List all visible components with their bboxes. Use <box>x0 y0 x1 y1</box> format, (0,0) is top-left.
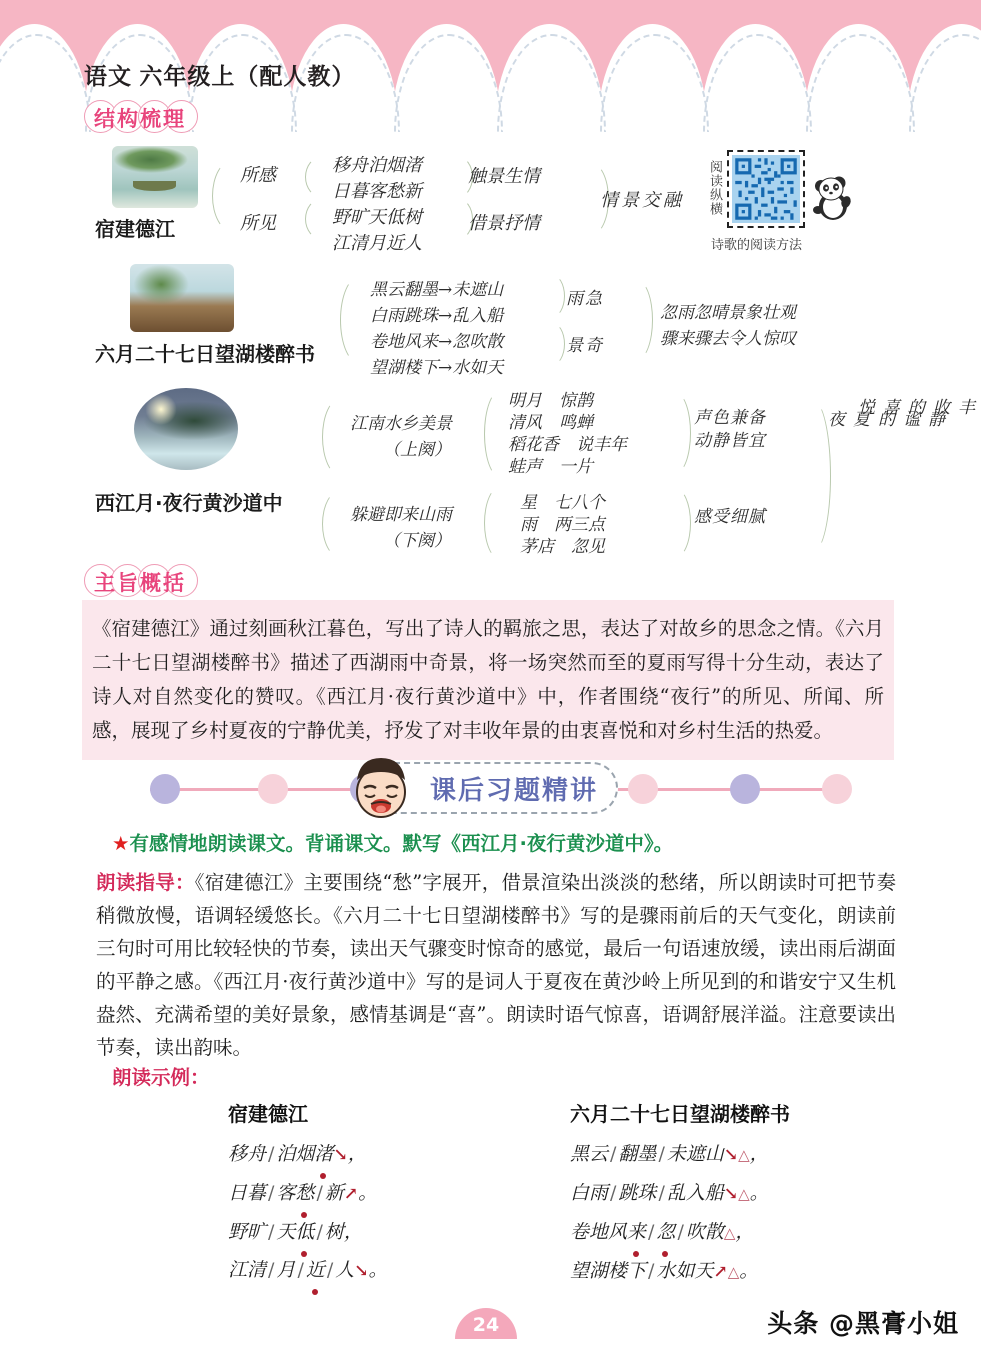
poem-3-g2-line-3: 茅店 忽见 <box>520 537 605 557</box>
poem-1-conclusion: 情景交融 <box>600 190 684 211</box>
banner-dot-1 <box>150 774 180 804</box>
punct: 。 <box>358 1182 378 1204</box>
poem-1-line-3: 野旷天低树 <box>332 207 422 228</box>
brace-2c <box>538 322 565 366</box>
brace-2d <box>622 280 653 360</box>
exercise-banner <box>150 760 850 818</box>
poem-2-line-3: 卷地风来→忽吹散 <box>370 332 504 352</box>
brace-3d <box>484 486 517 560</box>
poem-3-vconclusion-1: 丰收的喜悦 <box>854 398 974 417</box>
poem-3-result-2a: 感受细腻 <box>694 507 766 527</box>
poem-3-g1-line-1: 明月 惊鹊 <box>508 391 593 411</box>
banner-label: 课后习题精讲 <box>429 775 598 806</box>
seg: 人 <box>335 1259 355 1281</box>
poem-1-result-1: 触景生情 <box>468 166 540 187</box>
qr-block[interactable] <box>705 150 875 265</box>
punct: ， <box>749 1143 769 1165</box>
sample-2-line-3: 卷地风来 / 忽 / 吹散△， <box>570 1221 755 1243</box>
brace-2b <box>538 274 565 318</box>
brace-3e <box>660 392 691 474</box>
poem-2-result-2: 景奇 <box>566 336 604 356</box>
poem-3-g1-line-2: 清风 鸣蝉 <box>508 413 593 433</box>
qr-pattern-svg <box>732 155 800 223</box>
qr-code-border[interactable] <box>727 150 805 228</box>
poem-2-thumbnail <box>130 264 234 332</box>
seg: 黑云 <box>570 1143 609 1165</box>
seg: 水如天 <box>656 1260 714 1282</box>
gist-box <box>82 600 894 760</box>
poem-3-result-1a: 声色兼备 <box>694 408 766 428</box>
poem-3-name: 西江月·夜行黄沙道中 <box>95 491 283 515</box>
credit-watermark: 头条 @黑膏小姐 <box>767 1309 959 1338</box>
poem-3-group-1-label: 江南水乡美景 <box>350 414 452 434</box>
section-badge-gist-label: 主旨概括 <box>94 571 186 595</box>
banner-dot-2 <box>258 774 288 804</box>
punct: ， <box>735 1221 755 1243</box>
poem-2-line-2: 白雨跳珠→乱入船 <box>370 306 504 326</box>
seg: 天低 <box>276 1221 315 1243</box>
gist-paragraph: 《宿建德江》通过刻画秋江暮色，写出了诗人的羁旅之思，表达了对故乡的思念之情。《六月二十七日望湖楼醉书》描述了西湖雨中奇景，将一场突然而至的夏雨写得十分生动，表达了诗人对自然变化的赞叹。《西江月·夜行黄沙道中》中，作者围绕“夜行”的所见、所闻、所感，展现了乡村夏夜的宁静优美，抒发了对丰收年景的由衷喜悦和对乡村生活的热爱。 <box>92 617 884 742</box>
punct: 。 <box>739 1260 759 1282</box>
seg: 客愁 <box>276 1182 315 1204</box>
poem-3-thumbnail <box>134 388 238 470</box>
banner-dot-4 <box>628 774 658 804</box>
poem-1-name: 宿建德江 <box>95 217 175 241</box>
sample-1-title: 宿建德江 <box>228 1102 308 1126</box>
seg: 树 <box>324 1221 344 1243</box>
qr-side-label: 阅读纵横 <box>707 160 722 216</box>
poem-3-group-2-sub: （下阕） <box>383 531 451 551</box>
seg: 白雨 <box>570 1182 609 1204</box>
reading-sample-poem-1 <box>228 1098 388 1290</box>
tri: △ <box>738 1185 750 1203</box>
sample-1-line-3: 野旷 / 天低 / 树， <box>228 1221 363 1243</box>
reading-guide-paragraph <box>96 866 896 1064</box>
banner-dot-6 <box>822 774 852 804</box>
poem-3-result-1b: 动静皆宜 <box>694 431 766 451</box>
poem-2-conclusion-2: 骤来骤去令人惊叹 <box>660 329 796 349</box>
seg: 泊烟渚 <box>276 1143 334 1165</box>
panda-svg <box>809 172 855 222</box>
punct: 。 <box>368 1259 388 1281</box>
qr-caption: 诗歌的阅读方法 <box>711 238 803 253</box>
seg: 乱入船 <box>666 1182 724 1204</box>
section-badge-gist <box>84 562 212 608</box>
poem-2-conclusion-1: 忽雨忽晴景象壮观 <box>660 303 796 323</box>
poem-1-line-4: 江清月近人 <box>332 233 422 254</box>
sample-1-line-2: 日暮 / 客愁 / 新↗。 <box>228 1182 378 1204</box>
poem-3-group-1-sub: （上阕） <box>383 440 451 460</box>
tri: △ <box>738 1146 750 1164</box>
reading-guide-text: 《宿建德江》主要围绕“愁”字展开，借景渲染出淡淡的愁绪，所以朗读时可把节奏稍微放慢，语调轻缓悠长。《六月二十七日望湖楼醉书》写的是骤雨前后的天气变化，朗读前三句时可用比较轻快的节奏，读出天气骤变时惊奇的感觉，最后一句语速放缓，读出雨后湖面的平静之感。《西江月·夜行黄沙道中》写的是词人于夏夜在黄沙岭上所见到的和谐安宁又生机盎然、充满希望的美好景象，感情基调是“喜”。朗读时语气惊喜，语调舒展洋溢。注意要读出节奏，读出韵味。 <box>96 871 896 1059</box>
poem-3-g2-line-1: 星 七八个 <box>520 493 605 513</box>
seg: 野旷 <box>228 1221 267 1243</box>
section-badge-structure <box>84 98 212 144</box>
sample-2-line-4: 望湖楼下 / 水如天↗△。 <box>570 1260 759 1282</box>
poem-3-g2-line-2: 雨 两三点 <box>520 515 605 535</box>
poem-3-g1-line-3: 稻花香 说丰年 <box>508 435 627 455</box>
reading-sample-poem-2 <box>570 1098 790 1291</box>
punct: ， <box>347 1143 367 1165</box>
poem-2-line-4: 望湖楼下→水如天 <box>370 358 504 378</box>
seg: 日暮 <box>228 1182 267 1204</box>
seg: 近 <box>305 1259 325 1281</box>
qr-code-image[interactable] <box>732 155 800 223</box>
poem-2-line-1: 黑云翻墨→未遮山 <box>370 280 504 300</box>
sample-2-title: 六月二十七日望湖楼醉书 <box>570 1102 790 1126</box>
teacher-face-svg <box>350 754 412 820</box>
reading-guide <box>96 866 896 1064</box>
poem-1-result-2: 借景抒情 <box>468 213 540 234</box>
seg: 新 <box>324 1182 344 1204</box>
teacher-face-icon <box>350 754 412 820</box>
seg: 吹散 <box>685 1221 724 1243</box>
page-number: 24 <box>455 1308 517 1339</box>
seg: 移舟 <box>228 1143 267 1165</box>
reading-guide-label: 朗读指导： <box>96 871 195 894</box>
poem-2-result-1: 雨急 <box>566 289 604 309</box>
poem-3-g1-line-4: 蛙声 一片 <box>508 457 593 477</box>
seg: 望湖楼下 <box>570 1260 647 1282</box>
panda-mascot-icon <box>809 172 855 222</box>
brace-3f <box>660 488 691 558</box>
punct: 。 <box>749 1182 769 1204</box>
sample-1-line-4: 江清 / 月 / 近 / 人↘。 <box>228 1259 388 1281</box>
tri: △ <box>727 1263 740 1281</box>
seg: 翻墨 <box>618 1143 657 1165</box>
exercise-star-line <box>112 828 673 856</box>
poem-1-group-1-label: 所感 <box>240 165 276 186</box>
tri: △ <box>723 1224 736 1242</box>
sample-2-line-2: 白雨 / 跳珠 / 乱入船↘△。 <box>570 1182 769 1204</box>
reading-sample-label: 朗读示例： <box>112 1066 210 1089</box>
star-icon: ★ <box>112 832 130 855</box>
seg: 江清 <box>228 1259 267 1281</box>
exercise-star-text: 有感情地朗读课文。背诵课文。默写《西江月·夜行黄沙道中》。 <box>129 832 674 855</box>
seg: 忽 <box>656 1221 676 1243</box>
poem-1-line-1: 移舟泊烟渚 <box>332 155 422 176</box>
seg: 卷地风来 <box>570 1221 647 1243</box>
seg: 跳珠 <box>618 1182 657 1204</box>
sample-2-line-1: 黑云 / 翻墨 / 未遮山↘△， <box>570 1143 769 1165</box>
seg: 月 <box>276 1259 296 1281</box>
seg: 未遮山 <box>666 1143 724 1165</box>
poem-3-group-2-label: 躲避即来山雨 <box>350 505 452 525</box>
poem-2-name: 六月二十七日望湖楼醉书 <box>95 342 315 366</box>
poem-1-group-2-label: 所见 <box>240 213 276 234</box>
punct: ， <box>343 1221 363 1243</box>
section-badge-structure-label: 结构梳理 <box>94 107 186 131</box>
book-title: 语文 六年级上（配人教） <box>84 63 356 89</box>
poem-1-line-2: 日暮客愁新 <box>332 181 422 202</box>
poem-3-vconclusion-2: 静谧的夏夜 <box>824 410 944 429</box>
sample-1-line-1: 移舟 / 泊烟渚↘， <box>228 1143 367 1165</box>
banner-dot-5 <box>730 774 760 804</box>
